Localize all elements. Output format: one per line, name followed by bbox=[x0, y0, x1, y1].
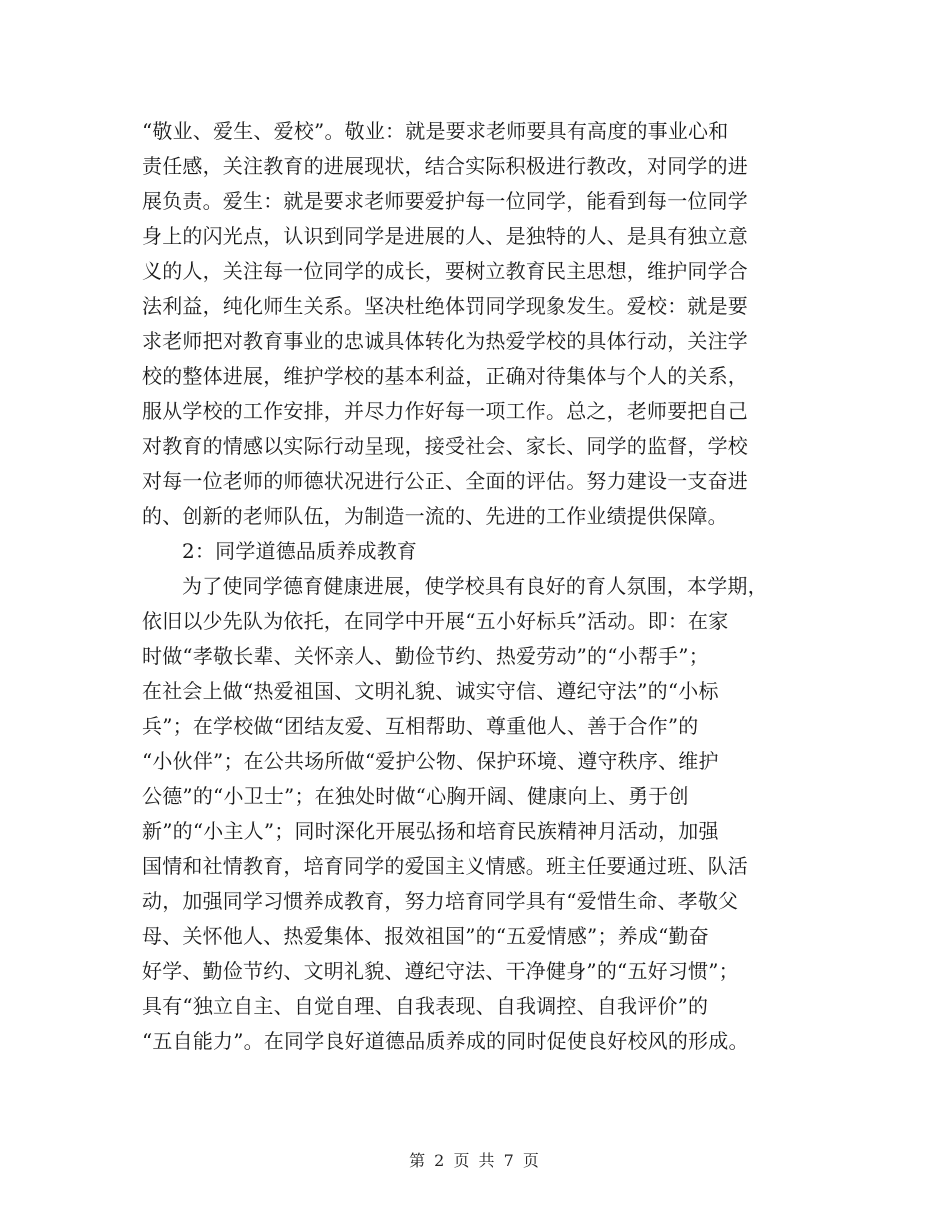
text-line: 公德”的“小卫士”；在独处时做“心胸开阔、健康向上、勇于创 bbox=[142, 784, 689, 808]
text-line: 国情和社情教育，培育同学的爱国主义情感。班主任要通过班、队活 bbox=[142, 854, 748, 878]
paragraph-start-line: 为了使同学德育健康进展，使学校具有良好的育人氛围，本学期， bbox=[182, 574, 768, 598]
text-line: 义的人，关注每一位同学的成长，要树立教育民主思想，维护同学合 bbox=[142, 259, 748, 283]
text-line: 在社会上做“热爱祖国、文明礼貌、诚实守信、遵纪守法”的“小标 bbox=[142, 679, 719, 703]
page-number-footer: 第 2 页 共 7 页 bbox=[409, 1151, 541, 1170]
text-line: 责任感，关注教育的进展现状，结合实际积极进行教改，对同学的进 bbox=[142, 154, 748, 178]
text-line: “敬业、爱生、爱校”。敬业：就是要求老师要具有高度的事业心和 bbox=[142, 119, 729, 143]
text-line: 对每一位老师的师德状况进行公正、全面的评估。努力建设一支奋进 bbox=[142, 469, 748, 493]
text-line: 求老师把对教育事业的忠诚具体转化为热爱学校的具体行动，关注学 bbox=[142, 329, 748, 353]
section-heading: 2：同学道德品质养成教育 bbox=[182, 539, 418, 563]
text-line: 兵”；在学校做“团结友爱、互相帮助、尊重他人、善于合作”的 bbox=[142, 714, 699, 738]
text-line: 新”的“小主人”；同时深化开展弘扬和培育民族精神月活动，加强 bbox=[142, 819, 719, 843]
text-line: 展负责。爱生：就是要求老师要爱护每一位同学，能看到每一位同学 bbox=[142, 189, 748, 213]
text-line: 依旧以少先队为依托，在同学中开展“五小好标兵”活动。即：在家 bbox=[142, 609, 729, 633]
body-text bbox=[142, 114, 808, 1059]
text-line: 服从学校的工作安排，并尽力作好每一项工作。总之，老师要把自己 bbox=[142, 399, 748, 423]
text-line: 好学、勤俭节约、文明礼貌、遵纪守法、干净健身”的“五好习惯”； bbox=[142, 959, 739, 983]
text-line: 对教育的情感以实际行动呈现，接受社会、家长、同学的监督，学校 bbox=[142, 434, 748, 458]
text-line: 的、创新的老师队伍，为制造一流的、先进的工作业绩提供保障。 bbox=[142, 504, 728, 528]
text-line: 校的整体进展，维护学校的基本利益，正确对待集体与个人的关系， bbox=[142, 364, 748, 388]
text-line: 母、关怀他人、热爱集体、报效祖国”的“五爱情感”；养成“勤奋 bbox=[142, 924, 709, 948]
text-line: 法利益，纯化师生关系。坚决杜绝体罚同学现象发生。爱校：就是要 bbox=[142, 294, 748, 318]
text-line: 具有“独立自主、自觉自理、自我表现、自我调控、自我评价”的 bbox=[142, 994, 709, 1018]
text-line: 时做“孝敬长辈、关怀亲人、勤俭节约、热爱劳动”的“小帮手”； bbox=[142, 644, 709, 668]
text-line: 身上的闪光点，认识到同学是进展的人、是独特的人、是具有独立意 bbox=[142, 224, 748, 248]
text-line: “五自能力”。在同学良好道德品质养成的同时促使良好校风的形成。 bbox=[142, 1029, 749, 1053]
text-line: 动，加强同学习惯养成教育，努力培育同学具有“爱惜生命、孝敬父 bbox=[142, 889, 739, 913]
text-line: “小伙伴”；在公共场所做“爱护公物、保护环境、遵守秩序、维护 bbox=[142, 749, 719, 773]
